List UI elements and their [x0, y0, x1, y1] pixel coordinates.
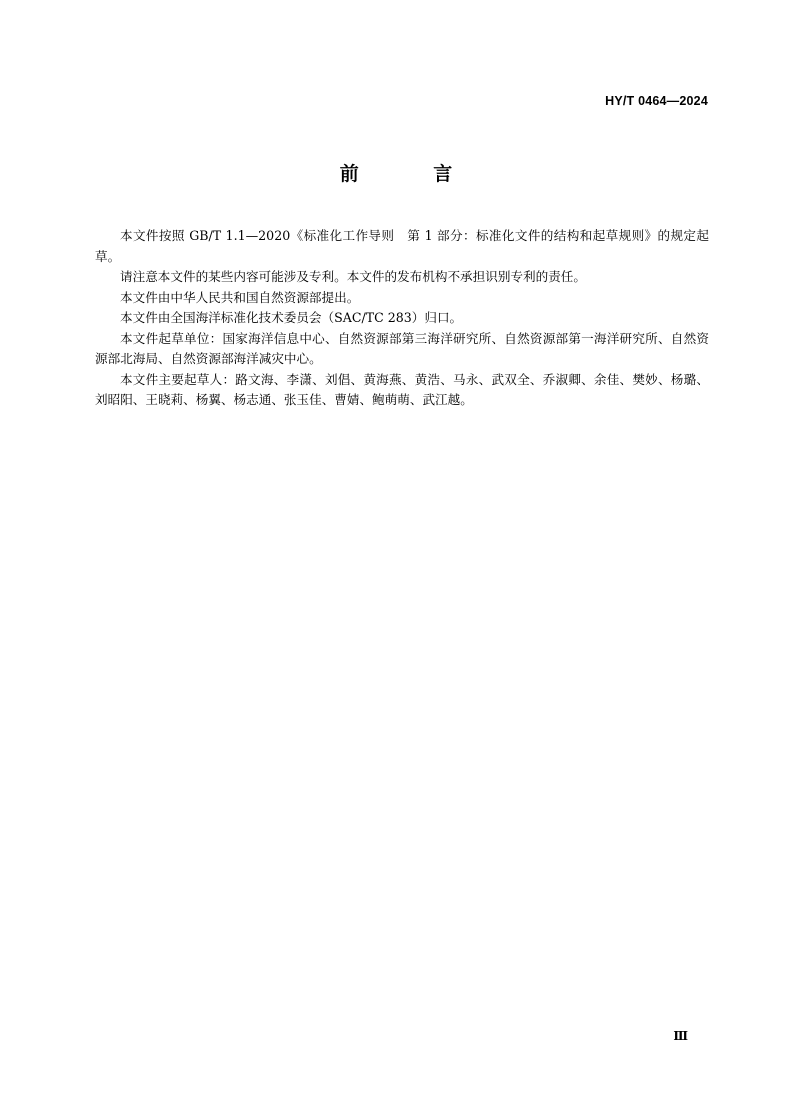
paragraph-patent-notice: 请注意本文件的某些内容可能涉及专利。本文件的发布机构不承担识别专利的责任。: [120, 269, 586, 284]
paragraph-drafting-units: 本文件起草单位：国家海洋信息中心、自然资源部第三海洋研究所、自然资源部第一海洋研究所、自然资源部北海局、自然资源部海洋减灾中心。: [95, 330, 709, 366]
paragraph-administrator: 本文件由全国海洋标准化技术委员会（SAC/TC 283）归口。: [120, 310, 463, 325]
paragraph-proposer: 本文件由中华人民共和国自然资源部提出。: [120, 289, 360, 305]
preface-title: 前 言: [339, 163, 487, 185]
paragraph-drafters: 本文件主要起草人：路文海、李潇、刘倡、黄海燕、黄浩、马永、武双全、乔淑卿、余佳、樊妙、杨璐、刘昭阳、王晓莉、杨翼、杨志通、张玉佳、曹婧、鲍萌萌、武江越。: [95, 371, 709, 407]
page-number: Ⅲ: [673, 1029, 688, 1043]
preface-body: [95, 226, 709, 411]
document-code: HY/T 0464—2024: [605, 94, 708, 108]
paragraph-drafting-rules: 本文件按照 GB/T 1.1—2020《标准化工作导则 第 1 部分：标准化文件的结构和起草规则》的规定起草。: [95, 228, 709, 264]
